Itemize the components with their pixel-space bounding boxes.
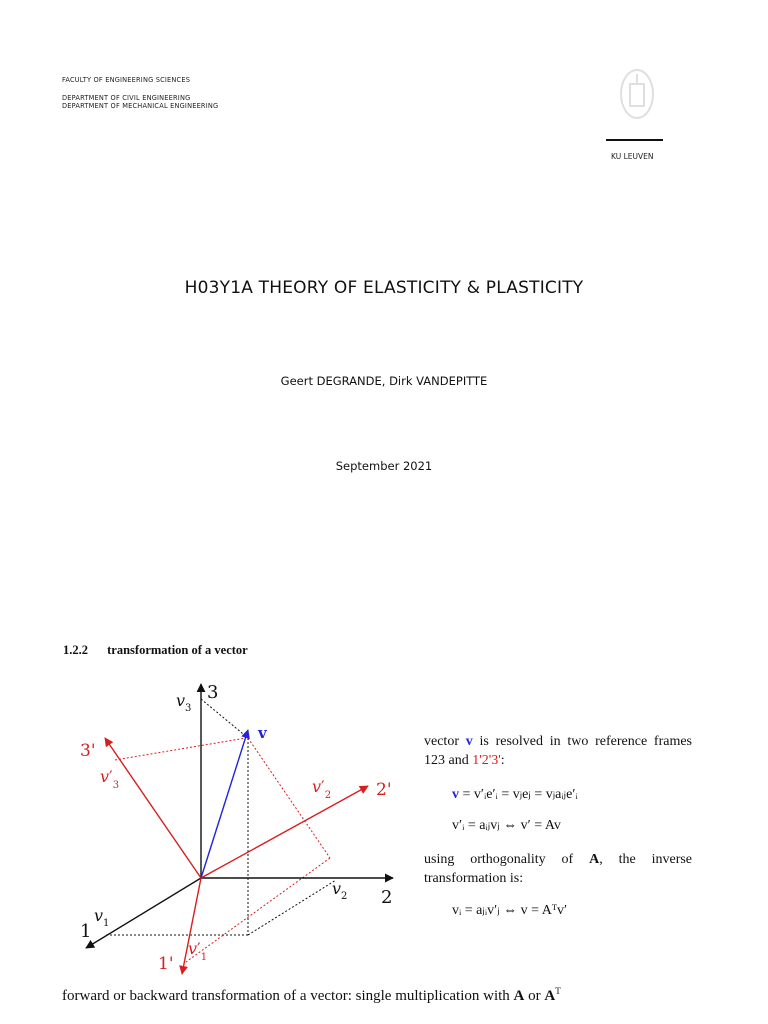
label-axis-3-prime: 3' [80, 741, 96, 761]
section-heading [63, 643, 248, 658]
section-title: transformation of a vector [107, 643, 248, 657]
components-unprimed [94, 691, 347, 929]
label-axis-2: 2 [381, 887, 393, 908]
axis-1-prime [182, 878, 201, 974]
section-number: 1.2.2 [63, 643, 88, 657]
label-v2: $v_2$ [332, 879, 348, 902]
department-mechanical: DEPARTMENT OF MECHANICAL ENGINEERING [62, 102, 219, 110]
label-v1-prime: $v'_1$ [188, 939, 208, 963]
label-vector-v: v [258, 724, 267, 742]
primed-projections-dotted [115, 738, 330, 962]
university-name: KU LEUVEN [611, 152, 654, 161]
axis-1 [86, 878, 201, 948]
axis-3-prime [105, 738, 201, 878]
label-v3-prime: $v'_3$ [100, 767, 120, 791]
summary-line: forward or backward transformation of a vector: single multiplication with A or $A^T$ [62, 986, 561, 1004]
faculty-name: FACULTY OF ENGINEERING SCIENCES [62, 76, 191, 84]
label-axis-1: 1 [80, 921, 92, 942]
department-civil: DEPARTMENT OF CIVIL ENGINEERING [62, 94, 191, 102]
label-v2-prime: $v'_2$ [312, 777, 332, 801]
logo-rule [606, 139, 663, 141]
publication-date: September 2021 [335, 459, 433, 473]
equation-forward-transform: v′ᵢ = aᵢⱼvⱼ ⇔ v′ = Av [452, 818, 561, 833]
orthogonality-paragraph: using orthogonality of A, the inverse transformation is: [424, 852, 693, 886]
label-v1: $v_1$ [94, 906, 110, 929]
components-primed [100, 767, 331, 963]
vector-transformation-figure [60, 670, 420, 980]
equation-inverse-transform: vᵢ = aⱼᵢv′ⱼ ⇔ v = Aᵀv′ [452, 903, 568, 918]
intro-paragraph: vector v is resolved in two reference frames 123 and 1'2'3': [424, 734, 693, 768]
university-seal-icon [618, 66, 656, 122]
label-axis-2-prime: 2' [376, 780, 392, 800]
label-axis-3: 3 [207, 682, 219, 703]
label-axis-1-prime: 1' [158, 954, 174, 974]
authors: Geert DEGRANDE, Dirk VANDEPITTE [280, 374, 488, 388]
label-v3: $v_3$ [176, 691, 192, 714]
course-title: H03Y1A THEORY OF ELASTICITY & PLASTICITY [184, 278, 584, 298]
equation-components: v = v′ᵢe′ᵢ = vⱼeⱼ = vⱼaᵢⱼe′ᵢ [452, 787, 578, 802]
